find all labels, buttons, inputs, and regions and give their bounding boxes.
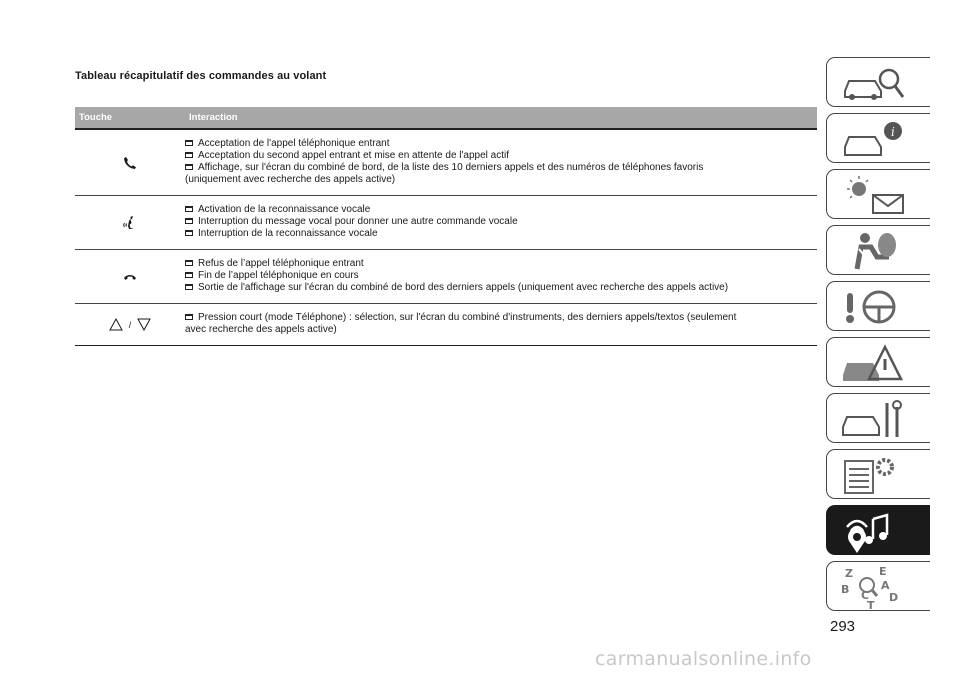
svg-text:i: i [891, 125, 895, 139]
list-item: Acceptation de l'appel téléphonique entrant [185, 138, 811, 150]
bullet-icon [185, 230, 193, 236]
chapter-tab-vehicle-overview[interactable] [826, 57, 930, 107]
list-item: Interruption de la reconnaissance vocale [185, 228, 811, 240]
phone-hangup-icon [123, 272, 137, 282]
triangle-down-icon [137, 318, 151, 331]
chapter-tab-emergency[interactable] [826, 337, 930, 387]
chapter-tab-technical-data[interactable] [826, 449, 930, 499]
car-info-icon [837, 117, 917, 161]
table-cell-key [75, 304, 185, 345]
table-cell-key [75, 250, 185, 303]
table-cell-interaction [185, 130, 817, 195]
list-item: Refus de l’appel téléphonique entrant [185, 258, 811, 270]
table-row [75, 130, 817, 196]
car-tools-icon [837, 397, 917, 441]
chapter-tab-multimedia[interactable] [826, 505, 930, 555]
page-number: 293 [830, 618, 856, 635]
chapter-tab-dashboard[interactable] [826, 113, 930, 163]
chapter-tab-starting-driving[interactable] [826, 281, 930, 331]
list-item: Activation de la reconnaissance vocale [185, 204, 811, 216]
bullet-icon [185, 284, 193, 290]
bullet-icon [185, 206, 193, 212]
bullet-icon [185, 272, 193, 278]
table-cell-key [75, 196, 185, 249]
index-letter: T [867, 599, 875, 609]
list-item: Acceptation du second appel entrant et mise en attente de l'appel actif [185, 150, 811, 162]
alphabetical-index-icon [837, 565, 917, 609]
list-item-continuation: (uniquement avec recherche des appels active) [185, 174, 396, 185]
steering-controls-table [75, 107, 817, 346]
header-interaction: Interaction [189, 111, 238, 123]
table-row [75, 250, 817, 304]
index-letter: B [841, 583, 850, 596]
chapter-tab-lights-messages[interactable] [826, 169, 930, 219]
header-touche: Touche [79, 111, 113, 123]
table-row [75, 304, 817, 346]
chapter-tab-maintenance[interactable] [826, 393, 930, 443]
list-item: Affichage, sur l'écran du combiné de bord, de la liste des 10 derniers appels et des numéros de téléphones favoris [185, 162, 811, 174]
table-cell-interaction [185, 196, 817, 249]
watermark: carmanualsonline.info [595, 648, 812, 670]
bullet-icon [185, 314, 193, 320]
page-title: Tableau récapitulatif des commandes au volant [75, 70, 327, 82]
index-letter: D [889, 591, 899, 604]
multimedia-music-icon [837, 509, 917, 553]
bullet-icon [185, 164, 193, 170]
chapter-tab-safety[interactable] [826, 225, 930, 275]
list-item: Sortie de l'affichage sur l'écran du combiné de bord des derniers appels (uniquement avec recherche des appels active) [185, 282, 811, 294]
index-letter: C [861, 589, 870, 602]
bullet-icon [185, 260, 193, 266]
bullet-icon [185, 218, 193, 224]
index-letter: E [879, 565, 887, 578]
bullet-icon [185, 140, 193, 146]
chapter-tab-index[interactable] [826, 561, 930, 611]
list-item: Interruption du message vocal pour donner une autre commande vocale [185, 216, 811, 228]
index-letter: A [881, 579, 890, 592]
triangle-up-icon [109, 318, 123, 331]
list-item-continuation: avec recherche des appels active) [185, 324, 337, 335]
list-item: Fin de l’appel téléphonique en cours [185, 270, 811, 282]
steering-wheel-icon [837, 285, 917, 329]
table-cell-key [75, 130, 185, 195]
key-separator: / [128, 319, 132, 330]
specs-gear-icon [837, 453, 917, 497]
car-search-icon [837, 61, 917, 105]
bullet-icon [185, 152, 193, 158]
up-down-arrows-icon [109, 318, 152, 331]
airbag-seatbelt-icon [837, 229, 917, 273]
index-letter: Z [845, 567, 853, 580]
car-warning-icon [837, 341, 917, 385]
table-header [75, 107, 817, 130]
lights-message-icon [837, 173, 917, 217]
table-cell-interaction [185, 250, 817, 303]
list-item: Pression court (mode Téléphone) : sélection, sur l'écran du combiné d'instruments, des derniers appels/textos (seulement [185, 312, 811, 324]
table-cell-interaction [185, 304, 817, 345]
phone-pickup-icon [123, 156, 137, 170]
table-row [75, 196, 817, 250]
voice-command-icon [122, 215, 138, 231]
